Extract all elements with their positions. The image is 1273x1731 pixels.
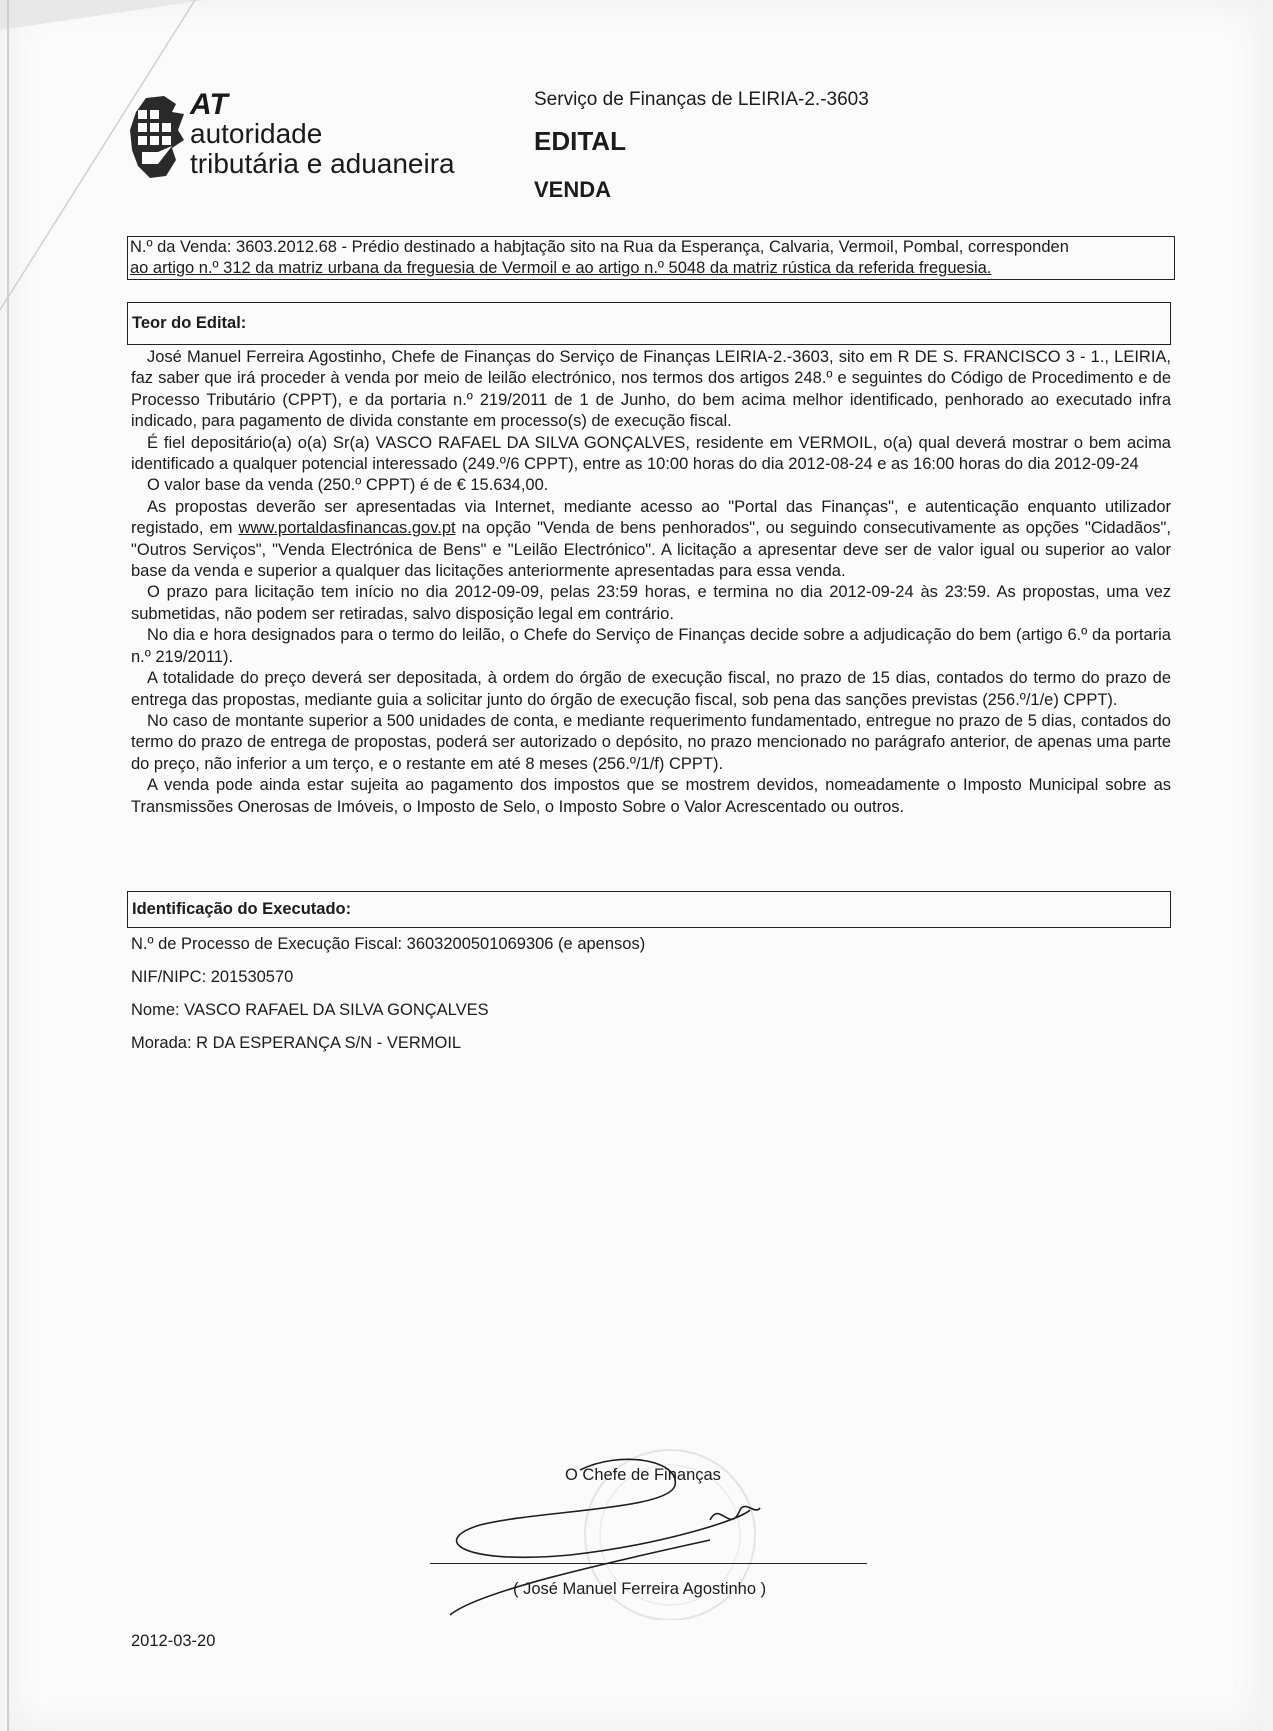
logo-at-text: AT — [190, 88, 228, 121]
document-title: EDITAL — [534, 126, 626, 156]
portal-link[interactable]: www.portaldasfinancas.gov.pt — [238, 519, 456, 538]
nif-number: NIF/NIPC: 201530570 — [131, 968, 294, 986]
at-emblem-icon — [128, 90, 188, 182]
teor-label: Teor do Edital: — [132, 314, 247, 332]
paragraph-7: A totalidade do preço deverá ser depositada, à ordem do órgão de execução fiscal, no prazo de 15 dias, contados do termo do prazo de entrega das propostas, mediante guia a solicitar junto do órgão de execução fiscal, sob pena das sanções previstas (256.º/1/e) CPPT). — [131, 669, 1171, 709]
logo-line-1: autoridade — [190, 118, 323, 149]
executado-name: Nome: VASCO RAFAEL DA SILVA GONÇALVES — [131, 1001, 489, 1019]
sale-identification-box — [127, 236, 1175, 280]
paragraph-9: A venda pode ainda estar sujeita ao pagamento dos impostos que se mostrem devidos, nomeadamente o Imposto Municipal sobre as Transmissões Onerosas de Imóveis, o Imposto de Selo, o Imposto Sobre o Valor Acrescentado ou outros. — [131, 776, 1171, 816]
executado-heading-box — [127, 891, 1171, 928]
logo-line-2: tributária e aduaneira — [190, 148, 455, 179]
paragraph-4-start: As propostas deverão ser apresentadas via Internet, mediante acesso ao "Portal das Finanças", e autenticação enquanto utilizador registado, em — [131, 497, 1171, 538]
document-date: 2012-03-20 — [131, 1632, 216, 1650]
paragraph-3: O valor base da venda (250.º CPPT) é de € 15.634,00. — [147, 476, 549, 495]
sale-line-1: N.º da Venda: 3603.2012.68 - Prédio destinado a habjtação sito na Rua da Esperança, Calvaria, Vermoil, Pombal, corresponden — [130, 238, 1069, 256]
paragraph-4 — [131, 497, 1171, 583]
paragraph-5: O prazo para licitação tem início no dia 2012-09-09, pelas 23:59 horas, e termina no dia 2012-09-24 às 23:59. As propostas, uma vez submetidas, não podem ser retiradas, salvo disposição legal em contrário. — [131, 583, 1171, 623]
at-logo — [128, 90, 508, 185]
teor-heading-box — [127, 302, 1171, 345]
service-office: Serviço de Finanças de LEIRIA-2.-3603 — [534, 89, 869, 110]
paragraph-1: José Manuel Ferreira Agostinho, Chefe de Finanças do Serviço de Finanças LEIRIA-2.-3603, sito em R DE S. FRANCISCO 3 - 1., LEIRIA, faz saber que irá proceder à venda por meio de leilão electrónico, nos termos dos artigos 248.º e seguintes do Código de Procedimento e de Processo Tributário (CPPT), e da portaria n.º 219/2011 de 1 de Junho, do bem acima melhor identificado, penhorado ao executado infra indicado, para pagamento de divida constante em processo(s) de execução fiscal. — [131, 348, 1171, 431]
paragraph-8: No caso de montante superior a 500 unidades de conta, e mediante requerimento fundamentado, entregue no prazo de 5 dias, contados do termo do prazo de entrega de propostas, poderá ser autorizado o depósito, no prazo mencionado no parágrafo anterior, de apenas uma parte do preço, não inferior a um terço, e o restante em até 8 meses (256.º/1/f) CPPT). — [131, 711, 1171, 773]
process-number: N.º de Processo de Execução Fiscal: 3603200501069306 (e apensos) — [131, 935, 646, 953]
signature-line — [430, 1563, 867, 1564]
executado-label: Identificação do Executado: — [132, 900, 352, 918]
paragraph-4-end: na opção "Venda de bens penhorados", ou seguindo consecutivamente as opções "Cidadãos", "Outros Serviços", "Venda Electrónica de Bens" e "Leilão Electrónico". A licitação a apresentar deve ser de valor igual ou superior ao valor base da venda e superior a qualquer das licitações anteriormente apresentadas para essa venda. — [131, 519, 1171, 581]
sale-line-2: ao artigo n.º 312 da matriz urbana da freguesia de Vermoil e ao artigo n.º 5048 da matriz rústica da referida freguesia. — [130, 259, 992, 277]
paragraph-2: É fiel depositário(a) o(a) Sr(a) VASCO RAFAEL DA SILVA GONÇALVES, residente em VERMOIL, o(a) qual deverá mostrar o bem acima identificado a qualquer potencial interessado (249.º/6 CPPT), entre as 10:00 horas do dia 2012-08-24 e as 16:00 horas do dia 2012-09-24 — [131, 433, 1171, 474]
signature-title: O Chefe de Finanças — [565, 1466, 721, 1484]
document-subtitle: VENDA — [534, 177, 612, 202]
executado-address: Morada: R DA ESPERANÇA S/N - VERMOIL — [131, 1034, 462, 1052]
teor-body — [131, 347, 1171, 818]
signatory-name: ( José Manuel Ferreira Agostinho ) — [513, 1580, 767, 1598]
paragraph-6: No dia e hora designados para o termo do leilão, o Chefe do Serviço de Finanças decide sobre a adjudicação do bem (artigo 6.º da portaria n.º 219/2011). — [131, 626, 1171, 666]
